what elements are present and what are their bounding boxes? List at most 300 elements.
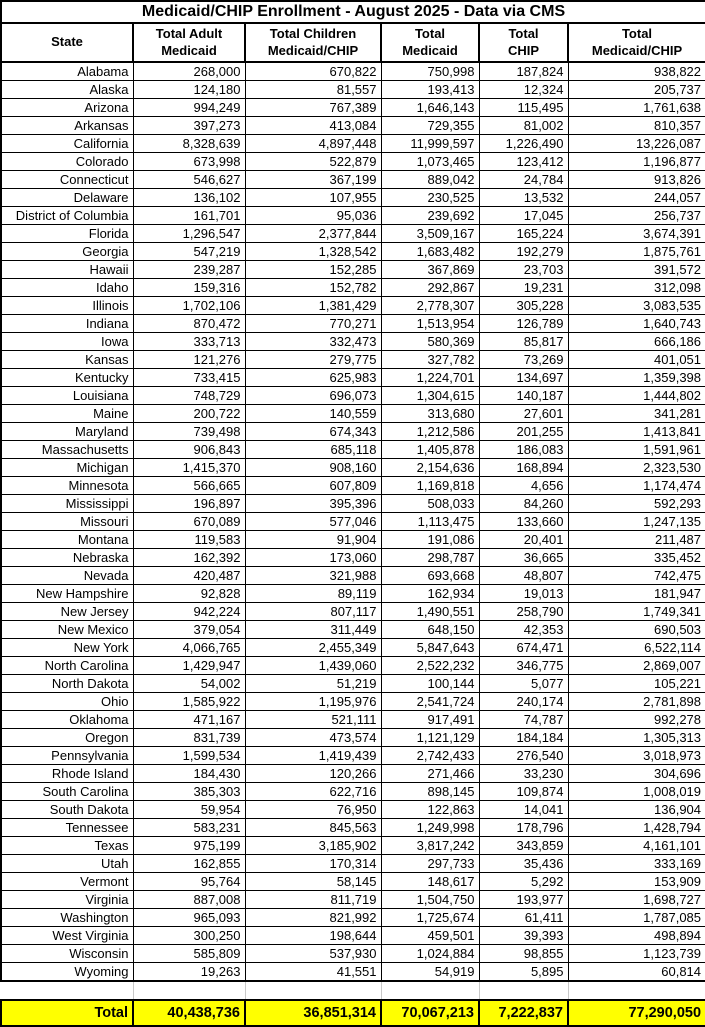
table-row (1, 531, 705, 549)
table-row (1, 243, 705, 261)
chip-cell: 133,660 (479, 513, 568, 531)
medicaid-cell: 917,491 (381, 711, 479, 729)
chip-cell: 27,601 (479, 405, 568, 423)
medicaid-cell: 298,787 (381, 549, 479, 567)
table-row (1, 639, 705, 657)
state-cell: Mississippi (1, 495, 133, 513)
state-cell: New Jersey (1, 603, 133, 621)
table-row (1, 135, 705, 153)
header-row (1, 23, 705, 62)
table-row (1, 513, 705, 531)
table-row (1, 927, 705, 945)
adult-cell: 887,008 (133, 891, 245, 909)
adult-cell: 942,224 (133, 603, 245, 621)
medicaid-cell: 3,509,167 (381, 225, 479, 243)
table-row (1, 189, 705, 207)
state-cell: District of Columbia (1, 207, 133, 225)
total-cell: 335,452 (568, 549, 705, 567)
adult-cell: 397,273 (133, 117, 245, 135)
medicaid-cell: 2,541,724 (381, 693, 479, 711)
total-cell: 1,444,802 (568, 387, 705, 405)
children-cell: 321,988 (245, 567, 381, 585)
medicaid-cell: 3,817,242 (381, 837, 479, 855)
table-row (1, 585, 705, 603)
chip-cell: 193,977 (479, 891, 568, 909)
adult-cell: 200,722 (133, 405, 245, 423)
state-cell: New Hampshire (1, 585, 133, 603)
children-cell: 811,719 (245, 891, 381, 909)
page-title: Medicaid/CHIP Enrollment - August 2025 - Data via CMS (1, 1, 705, 23)
chip-cell: 12,324 (479, 81, 568, 99)
total-cell: 498,894 (568, 927, 705, 945)
adult-cell: 965,093 (133, 909, 245, 927)
table-row (1, 99, 705, 117)
state-cell: California (1, 135, 133, 153)
chip-cell: 346,775 (479, 657, 568, 675)
table-row (1, 81, 705, 99)
state-cell: Arkansas (1, 117, 133, 135)
adult-cell: 385,303 (133, 783, 245, 801)
chip-cell: 178,796 (479, 819, 568, 837)
col-header-medicaid: Total Medicaid (381, 23, 479, 62)
total-cell: 256,737 (568, 207, 705, 225)
children-cell: 395,396 (245, 495, 381, 513)
adult-cell: 300,250 (133, 927, 245, 945)
children-cell: 696,073 (245, 387, 381, 405)
state-cell: Minnesota (1, 477, 133, 495)
medicaid-cell: 1,683,482 (381, 243, 479, 261)
table-row (1, 873, 705, 891)
children-cell: 95,036 (245, 207, 381, 225)
children-cell: 473,574 (245, 729, 381, 747)
state-cell: Louisiana (1, 387, 133, 405)
total-cell: 2,869,007 (568, 657, 705, 675)
table-row (1, 567, 705, 585)
children-cell: 908,160 (245, 459, 381, 477)
col-header-adult: Total Adult Medicaid (133, 23, 245, 62)
adult-cell: 162,855 (133, 855, 245, 873)
children-cell: 120,266 (245, 765, 381, 783)
adult-cell: 184,430 (133, 765, 245, 783)
state-cell: North Carolina (1, 657, 133, 675)
medicaid-cell: 11,999,597 (381, 135, 479, 153)
total-cell: 211,487 (568, 531, 705, 549)
medicaid-cell: 148,617 (381, 873, 479, 891)
total-cell: 742,475 (568, 567, 705, 585)
children-cell: 607,809 (245, 477, 381, 495)
table-row (1, 621, 705, 639)
children-cell: 770,271 (245, 315, 381, 333)
adult-cell: 739,498 (133, 423, 245, 441)
chip-cell: 35,436 (479, 855, 568, 873)
title-row (1, 1, 705, 23)
table-row (1, 855, 705, 873)
spacer-cell (381, 981, 479, 1000)
children-cell: 107,955 (245, 189, 381, 207)
chip-cell: 19,231 (479, 279, 568, 297)
state-cell: Maryland (1, 423, 133, 441)
medicaid-cell: 100,144 (381, 675, 479, 693)
children-cell: 152,782 (245, 279, 381, 297)
adult-cell: 1,599,534 (133, 747, 245, 765)
state-cell: South Dakota (1, 801, 133, 819)
state-cell: New Mexico (1, 621, 133, 639)
medicaid-cell: 508,033 (381, 495, 479, 513)
children-cell: 367,199 (245, 171, 381, 189)
total-cell: 181,947 (568, 585, 705, 603)
table-row (1, 225, 705, 243)
medicaid-cell: 327,782 (381, 351, 479, 369)
chip-cell: 20,401 (479, 531, 568, 549)
children-cell: 41,551 (245, 963, 381, 982)
col-header-children: Total Children Medicaid/CHIP (245, 23, 381, 62)
adult-cell: 379,054 (133, 621, 245, 639)
chip-cell: 674,471 (479, 639, 568, 657)
table-row (1, 963, 705, 982)
total-cell: 3,674,391 (568, 225, 705, 243)
children-cell: 173,060 (245, 549, 381, 567)
table-row (1, 765, 705, 783)
state-cell: Oregon (1, 729, 133, 747)
table-row (1, 909, 705, 927)
medicaid-cell: 580,369 (381, 333, 479, 351)
medicaid-cell: 1,646,143 (381, 99, 479, 117)
table-row (1, 603, 705, 621)
state-cell: Texas (1, 837, 133, 855)
children-cell: 1,328,542 (245, 243, 381, 261)
children-cell: 170,314 (245, 855, 381, 873)
medicaid-cell: 1,212,586 (381, 423, 479, 441)
adult-cell: 1,585,922 (133, 693, 245, 711)
chip-cell: 23,703 (479, 261, 568, 279)
adult-cell: 8,328,639 (133, 135, 245, 153)
chip-cell: 61,411 (479, 909, 568, 927)
state-cell: Iowa (1, 333, 133, 351)
table-row (1, 675, 705, 693)
total-cell: 1,247,135 (568, 513, 705, 531)
state-cell: Maine (1, 405, 133, 423)
table-row (1, 279, 705, 297)
total-cell: 1,413,841 (568, 423, 705, 441)
children-cell: 522,879 (245, 153, 381, 171)
spacer-row (1, 981, 705, 1000)
col-header-chip: Total CHIP (479, 23, 568, 62)
chip-cell: 134,697 (479, 369, 568, 387)
children-cell: 413,084 (245, 117, 381, 135)
total-cell: 913,826 (568, 171, 705, 189)
table-row (1, 459, 705, 477)
total-chip: 7,222,837 (479, 1000, 568, 1026)
adult-cell: 162,392 (133, 549, 245, 567)
state-cell: Utah (1, 855, 133, 873)
children-cell: 81,557 (245, 81, 381, 99)
state-cell: Nevada (1, 567, 133, 585)
adult-cell: 121,276 (133, 351, 245, 369)
chip-cell: 140,187 (479, 387, 568, 405)
total-cell: 1,123,739 (568, 945, 705, 963)
adult-cell: 471,167 (133, 711, 245, 729)
chip-cell: 276,540 (479, 747, 568, 765)
adult-cell: 420,487 (133, 567, 245, 585)
total-cell: 1,174,474 (568, 477, 705, 495)
medicaid-cell: 1,113,475 (381, 513, 479, 531)
state-cell: Oklahoma (1, 711, 133, 729)
medicaid-cell: 2,742,433 (381, 747, 479, 765)
adult-cell: 1,702,106 (133, 297, 245, 315)
children-cell: 3,185,902 (245, 837, 381, 855)
total-cell: 312,098 (568, 279, 705, 297)
table-row (1, 207, 705, 225)
total-cell: 3,083,535 (568, 297, 705, 315)
adult-cell: 733,415 (133, 369, 245, 387)
adult-cell: 124,180 (133, 81, 245, 99)
table-row (1, 945, 705, 963)
total-cell: 1,359,398 (568, 369, 705, 387)
children-cell: 2,455,349 (245, 639, 381, 657)
state-cell: Virginia (1, 891, 133, 909)
total-cell: 401,051 (568, 351, 705, 369)
children-cell: 807,117 (245, 603, 381, 621)
medicaid-cell: 313,680 (381, 405, 479, 423)
spacer-cell (568, 981, 705, 1000)
chip-cell: 187,824 (479, 62, 568, 81)
state-cell: Pennsylvania (1, 747, 133, 765)
chip-cell: 5,077 (479, 675, 568, 693)
chip-cell: 33,230 (479, 765, 568, 783)
medicaid-cell: 191,086 (381, 531, 479, 549)
state-cell: West Virginia (1, 927, 133, 945)
total-medicaid-chip: 77,290,050 (568, 1000, 705, 1026)
children-cell: 1,419,439 (245, 747, 381, 765)
total-children-medicaid-chip: 36,851,314 (245, 1000, 381, 1026)
adult-cell: 994,249 (133, 99, 245, 117)
adult-cell: 583,231 (133, 819, 245, 837)
adult-cell: 870,472 (133, 315, 245, 333)
table-row (1, 711, 705, 729)
medicaid-cell: 648,150 (381, 621, 479, 639)
total-cell: 1,196,877 (568, 153, 705, 171)
children-cell: 4,897,448 (245, 135, 381, 153)
spacer-cell (133, 981, 245, 1000)
children-cell: 622,716 (245, 783, 381, 801)
total-cell: 592,293 (568, 495, 705, 513)
table-row (1, 117, 705, 135)
state-cell: Michigan (1, 459, 133, 477)
chip-cell: 186,083 (479, 441, 568, 459)
state-cell: Wisconsin (1, 945, 133, 963)
medicaid-cell: 122,863 (381, 801, 479, 819)
table-row (1, 297, 705, 315)
state-cell: Kansas (1, 351, 133, 369)
state-cell: Alabama (1, 62, 133, 81)
adult-cell: 906,843 (133, 441, 245, 459)
total-cell: 13,226,087 (568, 135, 705, 153)
total-cell: 60,814 (568, 963, 705, 982)
table-row (1, 423, 705, 441)
table-row (1, 657, 705, 675)
total-cell: 105,221 (568, 675, 705, 693)
total-cell: 153,909 (568, 873, 705, 891)
total-adult-medicaid: 40,438,736 (133, 1000, 245, 1026)
adult-cell: 546,627 (133, 171, 245, 189)
total-cell: 690,503 (568, 621, 705, 639)
medicaid-cell: 1,513,954 (381, 315, 479, 333)
children-cell: 674,343 (245, 423, 381, 441)
medicaid-cell: 693,668 (381, 567, 479, 585)
adult-cell: 673,998 (133, 153, 245, 171)
medicaid-cell: 239,692 (381, 207, 479, 225)
spacer-cell (245, 981, 381, 1000)
adult-cell: 136,102 (133, 189, 245, 207)
medicaid-cell: 367,869 (381, 261, 479, 279)
children-cell: 821,992 (245, 909, 381, 927)
children-cell: 2,377,844 (245, 225, 381, 243)
table-row (1, 351, 705, 369)
total-medicaid: 70,067,213 (381, 1000, 479, 1026)
medicaid-cell: 459,501 (381, 927, 479, 945)
adult-cell: 1,415,370 (133, 459, 245, 477)
medicaid-cell: 297,733 (381, 855, 479, 873)
table-row (1, 153, 705, 171)
chip-cell: 109,874 (479, 783, 568, 801)
medicaid-cell: 1,304,615 (381, 387, 479, 405)
chip-cell: 123,412 (479, 153, 568, 171)
children-cell: 91,904 (245, 531, 381, 549)
adult-cell: 119,583 (133, 531, 245, 549)
adult-cell: 19,263 (133, 963, 245, 982)
table-row (1, 549, 705, 567)
adult-cell: 59,954 (133, 801, 245, 819)
adult-cell: 670,089 (133, 513, 245, 531)
state-cell: Wyoming (1, 963, 133, 982)
chip-cell: 165,224 (479, 225, 568, 243)
children-cell: 279,775 (245, 351, 381, 369)
state-cell: Missouri (1, 513, 133, 531)
total-cell: 2,323,530 (568, 459, 705, 477)
adult-cell: 239,287 (133, 261, 245, 279)
total-row (1, 1000, 705, 1026)
adult-cell: 268,000 (133, 62, 245, 81)
table-row (1, 405, 705, 423)
medicaid-cell: 193,413 (381, 81, 479, 99)
col-header-state: State (1, 23, 133, 62)
medicaid-cell: 1,169,818 (381, 477, 479, 495)
chip-cell: 5,895 (479, 963, 568, 982)
total-cell: 304,696 (568, 765, 705, 783)
medicaid-cell: 271,466 (381, 765, 479, 783)
table-row (1, 62, 705, 81)
state-cell: Delaware (1, 189, 133, 207)
table-row (1, 801, 705, 819)
adult-cell: 196,897 (133, 495, 245, 513)
chip-cell: 19,013 (479, 585, 568, 603)
total-cell: 391,572 (568, 261, 705, 279)
medicaid-cell: 5,847,643 (381, 639, 479, 657)
state-cell: Hawaii (1, 261, 133, 279)
chip-cell: 258,790 (479, 603, 568, 621)
adult-cell: 566,665 (133, 477, 245, 495)
chip-cell: 192,279 (479, 243, 568, 261)
adult-cell: 547,219 (133, 243, 245, 261)
table-row (1, 315, 705, 333)
adult-cell: 95,764 (133, 873, 245, 891)
adult-cell: 1,429,947 (133, 657, 245, 675)
adult-cell: 975,199 (133, 837, 245, 855)
adult-cell: 831,739 (133, 729, 245, 747)
chip-cell: 24,784 (479, 171, 568, 189)
adult-cell: 92,828 (133, 585, 245, 603)
spacer-cell (479, 981, 568, 1000)
medicaid-cell: 2,154,636 (381, 459, 479, 477)
medicaid-cell: 1,121,129 (381, 729, 479, 747)
chip-cell: 305,228 (479, 297, 568, 315)
children-cell: 311,449 (245, 621, 381, 639)
adult-cell: 159,316 (133, 279, 245, 297)
adult-cell: 1,296,547 (133, 225, 245, 243)
total-cell: 1,008,019 (568, 783, 705, 801)
total-cell: 1,761,638 (568, 99, 705, 117)
medicaid-cell: 2,522,232 (381, 657, 479, 675)
state-cell: Tennessee (1, 819, 133, 837)
medicaid-cell: 54,919 (381, 963, 479, 982)
state-cell: Colorado (1, 153, 133, 171)
chip-cell: 168,894 (479, 459, 568, 477)
table-row (1, 477, 705, 495)
children-cell: 685,118 (245, 441, 381, 459)
chip-cell: 126,789 (479, 315, 568, 333)
children-cell: 140,559 (245, 405, 381, 423)
total-cell: 1,305,313 (568, 729, 705, 747)
state-cell: Florida (1, 225, 133, 243)
state-cell: Georgia (1, 243, 133, 261)
chip-cell: 240,174 (479, 693, 568, 711)
chip-cell: 42,353 (479, 621, 568, 639)
state-cell: North Dakota (1, 675, 133, 693)
table-row (1, 387, 705, 405)
state-cell: Rhode Island (1, 765, 133, 783)
medicaid-cell: 1,504,750 (381, 891, 479, 909)
adult-cell: 161,701 (133, 207, 245, 225)
chip-cell: 184,184 (479, 729, 568, 747)
state-cell: Illinois (1, 297, 133, 315)
children-cell: 1,439,060 (245, 657, 381, 675)
medicaid-cell: 162,934 (381, 585, 479, 603)
chip-cell: 13,532 (479, 189, 568, 207)
table-row (1, 441, 705, 459)
medicaid-cell: 1,249,998 (381, 819, 479, 837)
state-cell: Vermont (1, 873, 133, 891)
children-cell: 152,285 (245, 261, 381, 279)
total-cell: 333,169 (568, 855, 705, 873)
chip-cell: 115,495 (479, 99, 568, 117)
total-cell: 1,875,761 (568, 243, 705, 261)
table-row (1, 891, 705, 909)
state-cell: Idaho (1, 279, 133, 297)
table-row (1, 783, 705, 801)
table-row (1, 333, 705, 351)
total-cell: 938,822 (568, 62, 705, 81)
total-cell: 1,640,743 (568, 315, 705, 333)
table-row (1, 495, 705, 513)
total-cell: 3,018,973 (568, 747, 705, 765)
chip-cell: 14,041 (479, 801, 568, 819)
medicaid-cell: 230,525 (381, 189, 479, 207)
spacer-cell (1, 981, 133, 1000)
medicaid-cell: 1,405,878 (381, 441, 479, 459)
adult-cell: 4,066,765 (133, 639, 245, 657)
adult-cell: 585,809 (133, 945, 245, 963)
medicaid-cell: 898,145 (381, 783, 479, 801)
